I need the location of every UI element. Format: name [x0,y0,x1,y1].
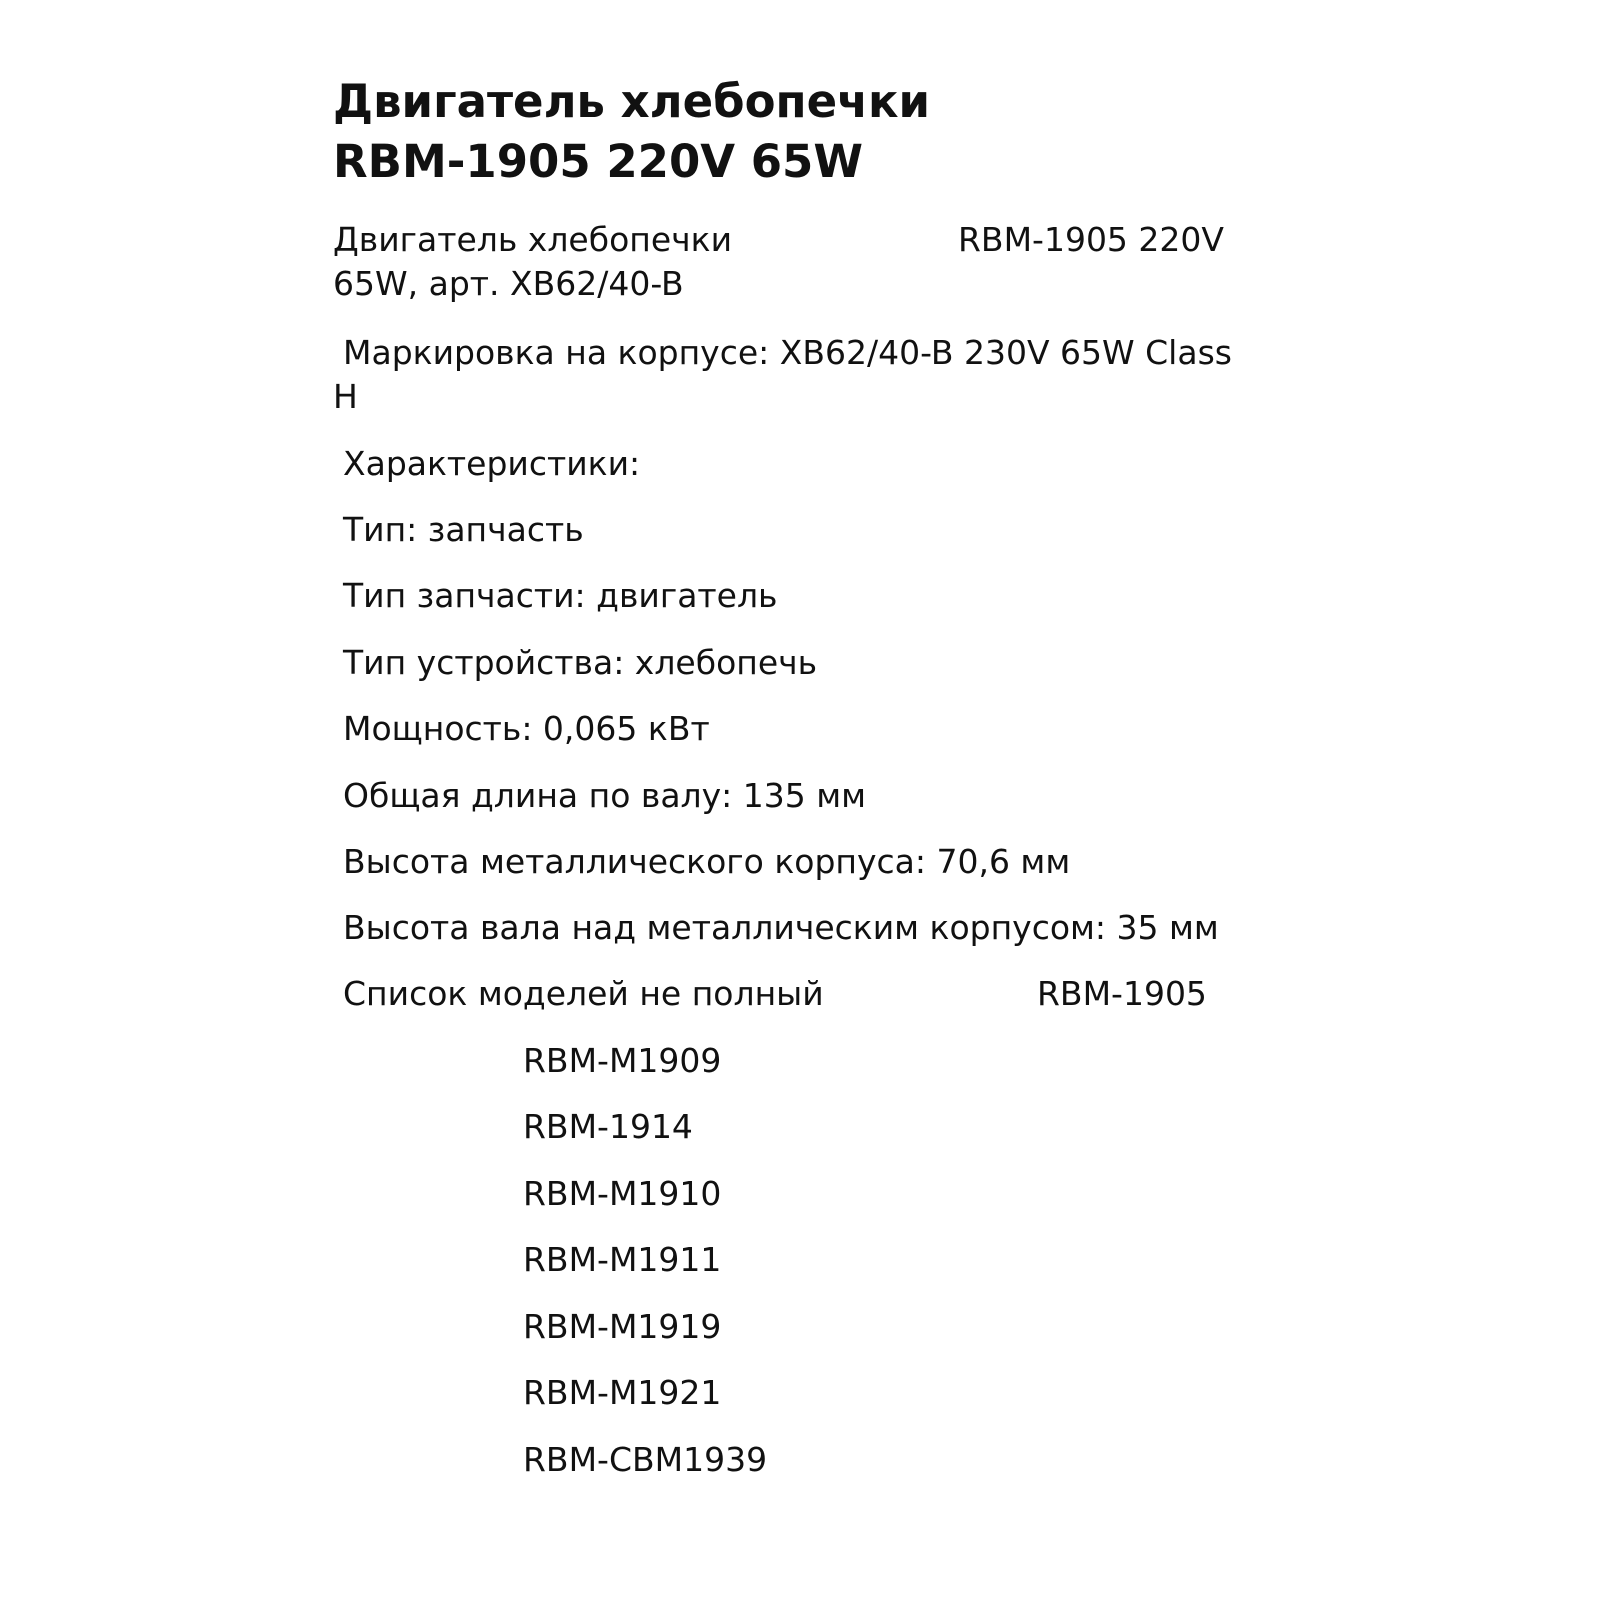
model-item: RBM-1905 [1037,974,1207,1013]
model-item: RBM-1914 [523,1107,693,1146]
description-line-1-right: RBM-1905 220V [958,220,1224,259]
spec-device-type: Тип устройства: хлебопечь [343,643,818,682]
spec-shaft-length: Общая длина по валу: 135 мм [343,776,867,815]
spec-type: Тип: запчасть [343,510,584,549]
models-label: Список моделей не полный [343,974,824,1013]
spec-shaft-height: Высота вала над металлическим корпусом: 35 мм [343,908,1219,947]
model-item: RBM-CBM1939 [523,1440,768,1479]
description-line-1-left: Двигатель хлебопечки [333,220,733,259]
spec-case-height: Высота металлического корпуса: 70,6 мм [343,842,1071,881]
marking-line-2: H [333,377,358,416]
model-item: RBM-M1919 [523,1307,722,1346]
specs-heading: Характеристики: [343,444,641,483]
page-title-line-2: RBM-1905 220V 65W [333,135,864,188]
page-title-line-1: Двигатель хлебопечки [333,75,931,128]
model-item: RBM-M1921 [523,1373,722,1412]
spec-power: Мощность: 0,065 кВт [343,709,710,748]
description-line-2: 65W, арт. XB62/40-B [333,264,684,303]
model-item: RBM-M1909 [523,1041,722,1080]
model-item: RBM-M1911 [523,1240,722,1279]
model-item: RBM-M1910 [523,1174,722,1213]
spec-part-type: Тип запчасти: двигатель [343,576,778,615]
marking-line-1: Маркировка на корпусе: XB62/40-B 230V 65W Class [343,333,1232,372]
